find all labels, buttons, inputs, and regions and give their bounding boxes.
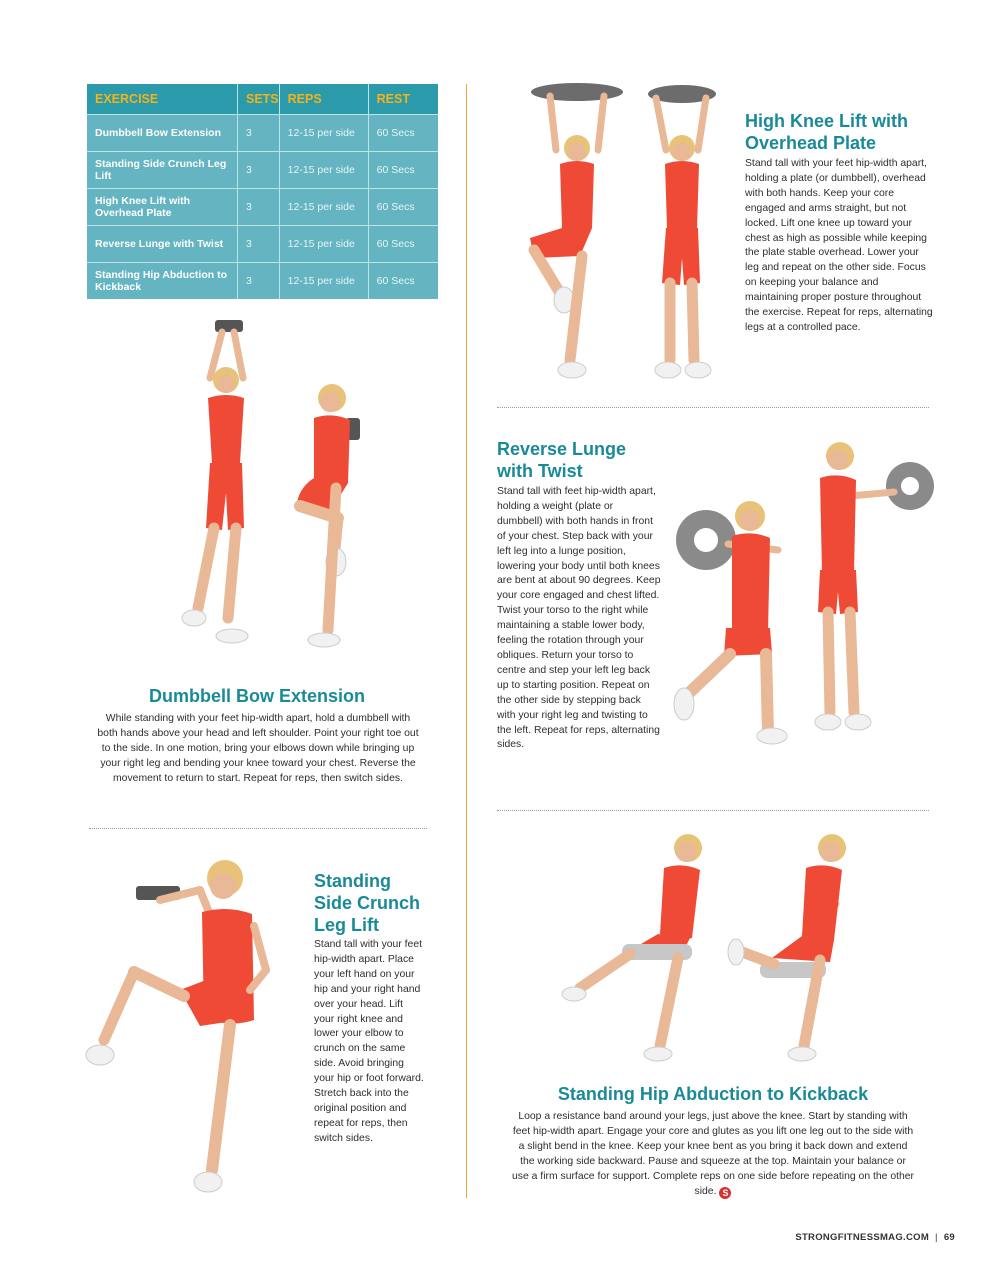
end-mark-icon: S (719, 1187, 731, 1199)
table-header-row (87, 84, 438, 115)
dotted-divider-left (89, 828, 427, 829)
hip-title: Standing Hip Abduction to Kickback (557, 1084, 869, 1104)
bow-pose-start (182, 320, 248, 643)
dotted-divider-right-bottom (497, 810, 929, 811)
hip-text (512, 1110, 914, 1199)
exercise-table (87, 84, 438, 299)
cell-reps: 12-15 per side (279, 152, 368, 189)
cell-exercise: Standing Hip Abduction to Kickback (87, 263, 238, 300)
cell-rest: 60 Secs (368, 115, 438, 152)
knee-title-line-2: Overhead Plate (745, 133, 877, 153)
cell-sets: 3 (238, 263, 280, 300)
cell-exercise: Dumbbell Bow Extension (87, 115, 238, 152)
crunch-title-line-3: Leg Lift (314, 915, 379, 935)
cell-exercise: Reverse Lunge with Twist (87, 226, 238, 263)
knee-pose-lifted (530, 83, 623, 378)
page-footer (795, 1232, 955, 1243)
page-number: 69 (943, 1232, 955, 1243)
lunge-title (497, 438, 626, 482)
crunch-title-line-2: Side Crunch (314, 893, 421, 913)
cell-reps: 12-15 per side (279, 115, 368, 152)
header-reps: REPS (279, 84, 368, 115)
footer-separator: | (935, 1232, 938, 1243)
header-exercise: EXERCISE (87, 84, 238, 115)
cell-exercise: Standing Side Crunch Leg Lift (87, 152, 238, 189)
header-sets: SETS (238, 84, 280, 115)
knee-title (745, 110, 908, 154)
column-divider (466, 84, 467, 1198)
cell-sets: 3 (238, 189, 280, 226)
crunch-text: Stand tall with your feet hip-width apart. Place your left hand on your hip and your right hand over your head. Lift your right knee and lower your elbow to crunch on the same side. Avoid bringing your hip or foot forward. Stretch back into the original position and repeat for reps, then switch sides. (314, 939, 424, 1144)
lunge-title-line-1: Reverse Lunge (497, 439, 627, 459)
lunge-pose-twist (674, 501, 787, 744)
bow-title: Dumbbell Bow Extension (148, 686, 366, 706)
cell-rest: 60 Secs (368, 263, 438, 300)
crunch-title-line-1: Standing (314, 871, 391, 891)
table-row (87, 189, 438, 226)
hip-pose-kickback (728, 834, 846, 1061)
bow-text: While standing with your feet hip-width apart, hold a dumbbell with both hands above your head and left shoulder. Point your right toe out to the side. In one motion, bring your elbows down while bringing up your right leg and bending your knee toward your chest. Reverse the movement to return to start. Repeat for reps, then switch sides. (97, 713, 419, 784)
cell-rest: 60 Secs (368, 189, 438, 226)
table-row (87, 263, 438, 300)
cell-reps: 12-15 per side (279, 189, 368, 226)
reverse-lunge-photo (668, 432, 943, 747)
lunge-text: Stand tall with feet hip-width apart, holding a weight (plate or dumbbell) with both hands in front of your chest. Step back with your left leg into a lunge position, lowering your body until both knees are bent at about 90 degrees. Keep your core engaged and chest lifted. Twist your torso to the right while maintaining a stable lower body, feeling the rotation through your obliques. Return your torso to centre and step your left leg back up to starting position. Repeat on the other side by stepping back with your right leg and twisting to the left. Repeat for reps, alternating sides. (497, 486, 661, 751)
lunge-title-line-2: with Twist (497, 461, 583, 481)
footer-site: STRONGFITNESSMAG.COM (795, 1232, 930, 1243)
table-row (87, 152, 438, 189)
cell-sets: 3 (238, 115, 280, 152)
cell-reps: 12-15 per side (279, 263, 368, 300)
table-row (87, 226, 438, 263)
header-rest: REST (368, 84, 438, 115)
cell-rest: 60 Secs (368, 226, 438, 263)
cell-rest: 60 Secs (368, 152, 438, 189)
high-knee-photo (520, 78, 740, 383)
knee-text: Stand tall with your feet hip-width apart, holding a plate (or dumbbell), overhead with both hands. Keep your core engaged and arms straight, but not locked. Lift one knee up toward your chest as high as possible while keeping the plate stable overhead. Lower your leg and repeat on the other side. Focus on keeping your balance and maintaining proper posture throughout the exercise. Repeat for reps, alternating legs at a controlled pace. (745, 158, 933, 333)
cell-exercise: High Knee Lift with Overhead Plate (87, 189, 238, 226)
cell-sets: 3 (238, 226, 280, 263)
bow-pose-end (296, 384, 360, 647)
hip-text-body: Loop a resistance band around your legs, just above the knee. Start by standing with feet hip-width apart. Engage your core and glutes as you lift one leg out to the side with a slight bend in the knee. Keep your knee bent as you bring it back down and extend the working side backward. Pause and squeeze at the top. Maintain your balance or use a firm surface for support. Complete reps on one side before repeating on the other side. (512, 1111, 915, 1197)
hip-pose-abduction (562, 834, 702, 1061)
hip-abduction-photo (560, 828, 860, 1073)
knee-title-line-1: High Knee Lift with (745, 111, 908, 131)
knee-pose-standing (648, 85, 716, 378)
dotted-divider-right-top (497, 407, 929, 408)
bow-extension-photo (110, 318, 370, 663)
cell-reps: 12-15 per side (279, 226, 368, 263)
table-row (87, 115, 438, 152)
cell-sets: 3 (238, 152, 280, 189)
side-crunch-photo (80, 850, 300, 1200)
crunch-title (314, 870, 420, 936)
lunge-pose-standing (815, 442, 934, 730)
